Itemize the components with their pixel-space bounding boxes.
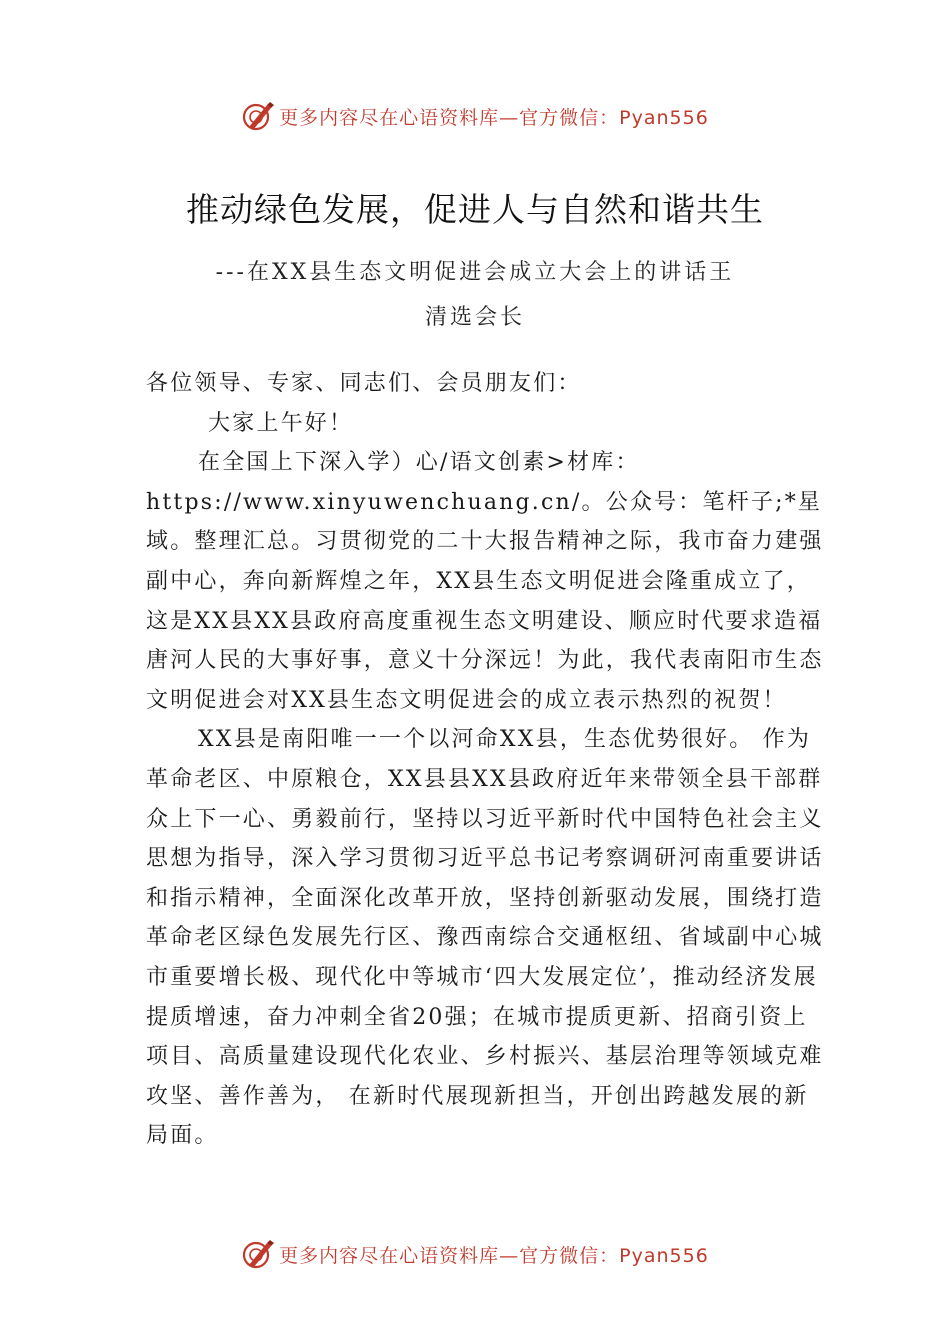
- document-author: 清选会长: [424, 305, 525, 330]
- salutation: 各位领导、专家、同志们、会员朋友们：: [146, 371, 582, 396]
- header-watermark-banner: [0, 96, 950, 136]
- pen-seal-icon: [241, 1237, 275, 1271]
- document-title: 推动绿色发展，促进人与自然和谐共生: [186, 190, 764, 229]
- paragraph-1: 在全国上下深入学）心/语文创素>材库：https://www.xinyuwenchuang.cn/。公众号：笔杆子;*星域。整理汇总。习贯彻党的二十大报告精神之际，我市奋力建强副中心，奔向新辉煌之年，XX县生态文明促进会隆重成立了，这是XX县XX县政府高度重视生态文明建设、顺应时代要求造福唐河人民的大事好事，意义十分深远！为此，我代表南阳市生态文明促进会对XX县生态文明促进会的成立表示热烈的祝贺！: [146, 450, 824, 713]
- paragraph-2: XX县是南阳唯一一个以河命XX县，生态优势很好。 作为革命老区、中原粮仓，XX县县XX县政府近年来带领全县干部群众上下一心、勇毅前行，坚持以习近平新时代中国特色社会主义思想为指导，深入学习贯彻习近平总书记考察调研河南重要讲话和指示精神，全面深化改革开放，坚持创新驱动发展，围绕打造革命老区绿色发展先行区、豫西南综合交通枢纽、省域副中心城市重要增长极、现代化中等城市‘四大发展定位’，推动经济发展提质增速，奋力冲刺全省20强；在城市提质更新、招商引资上项目、高质量建设现代化农业、乡村振兴、基层治理等领域克难攻坚、善作善为， 在新时代展现新担当，开创出跨越发展的新局面。: [146, 727, 824, 1149]
- banner-text: 更多内容尽在心语资料库—官方微信：Pyan556: [279, 1244, 709, 1267]
- banner-text: 更多内容尽在心语资料库—官方微信：Pyan556: [279, 106, 709, 129]
- wechat-id: Pyan556: [619, 1244, 709, 1267]
- document-body: [146, 364, 830, 1156]
- document-subtitle: ---在XX县生态文明促进会成立大会上的讲话王: [215, 260, 735, 285]
- pen-seal-icon: [241, 99, 275, 133]
- footer-watermark-banner: [0, 1234, 950, 1274]
- greeting: 大家上午好！: [208, 410, 354, 436]
- wechat-id: Pyan556: [619, 106, 709, 129]
